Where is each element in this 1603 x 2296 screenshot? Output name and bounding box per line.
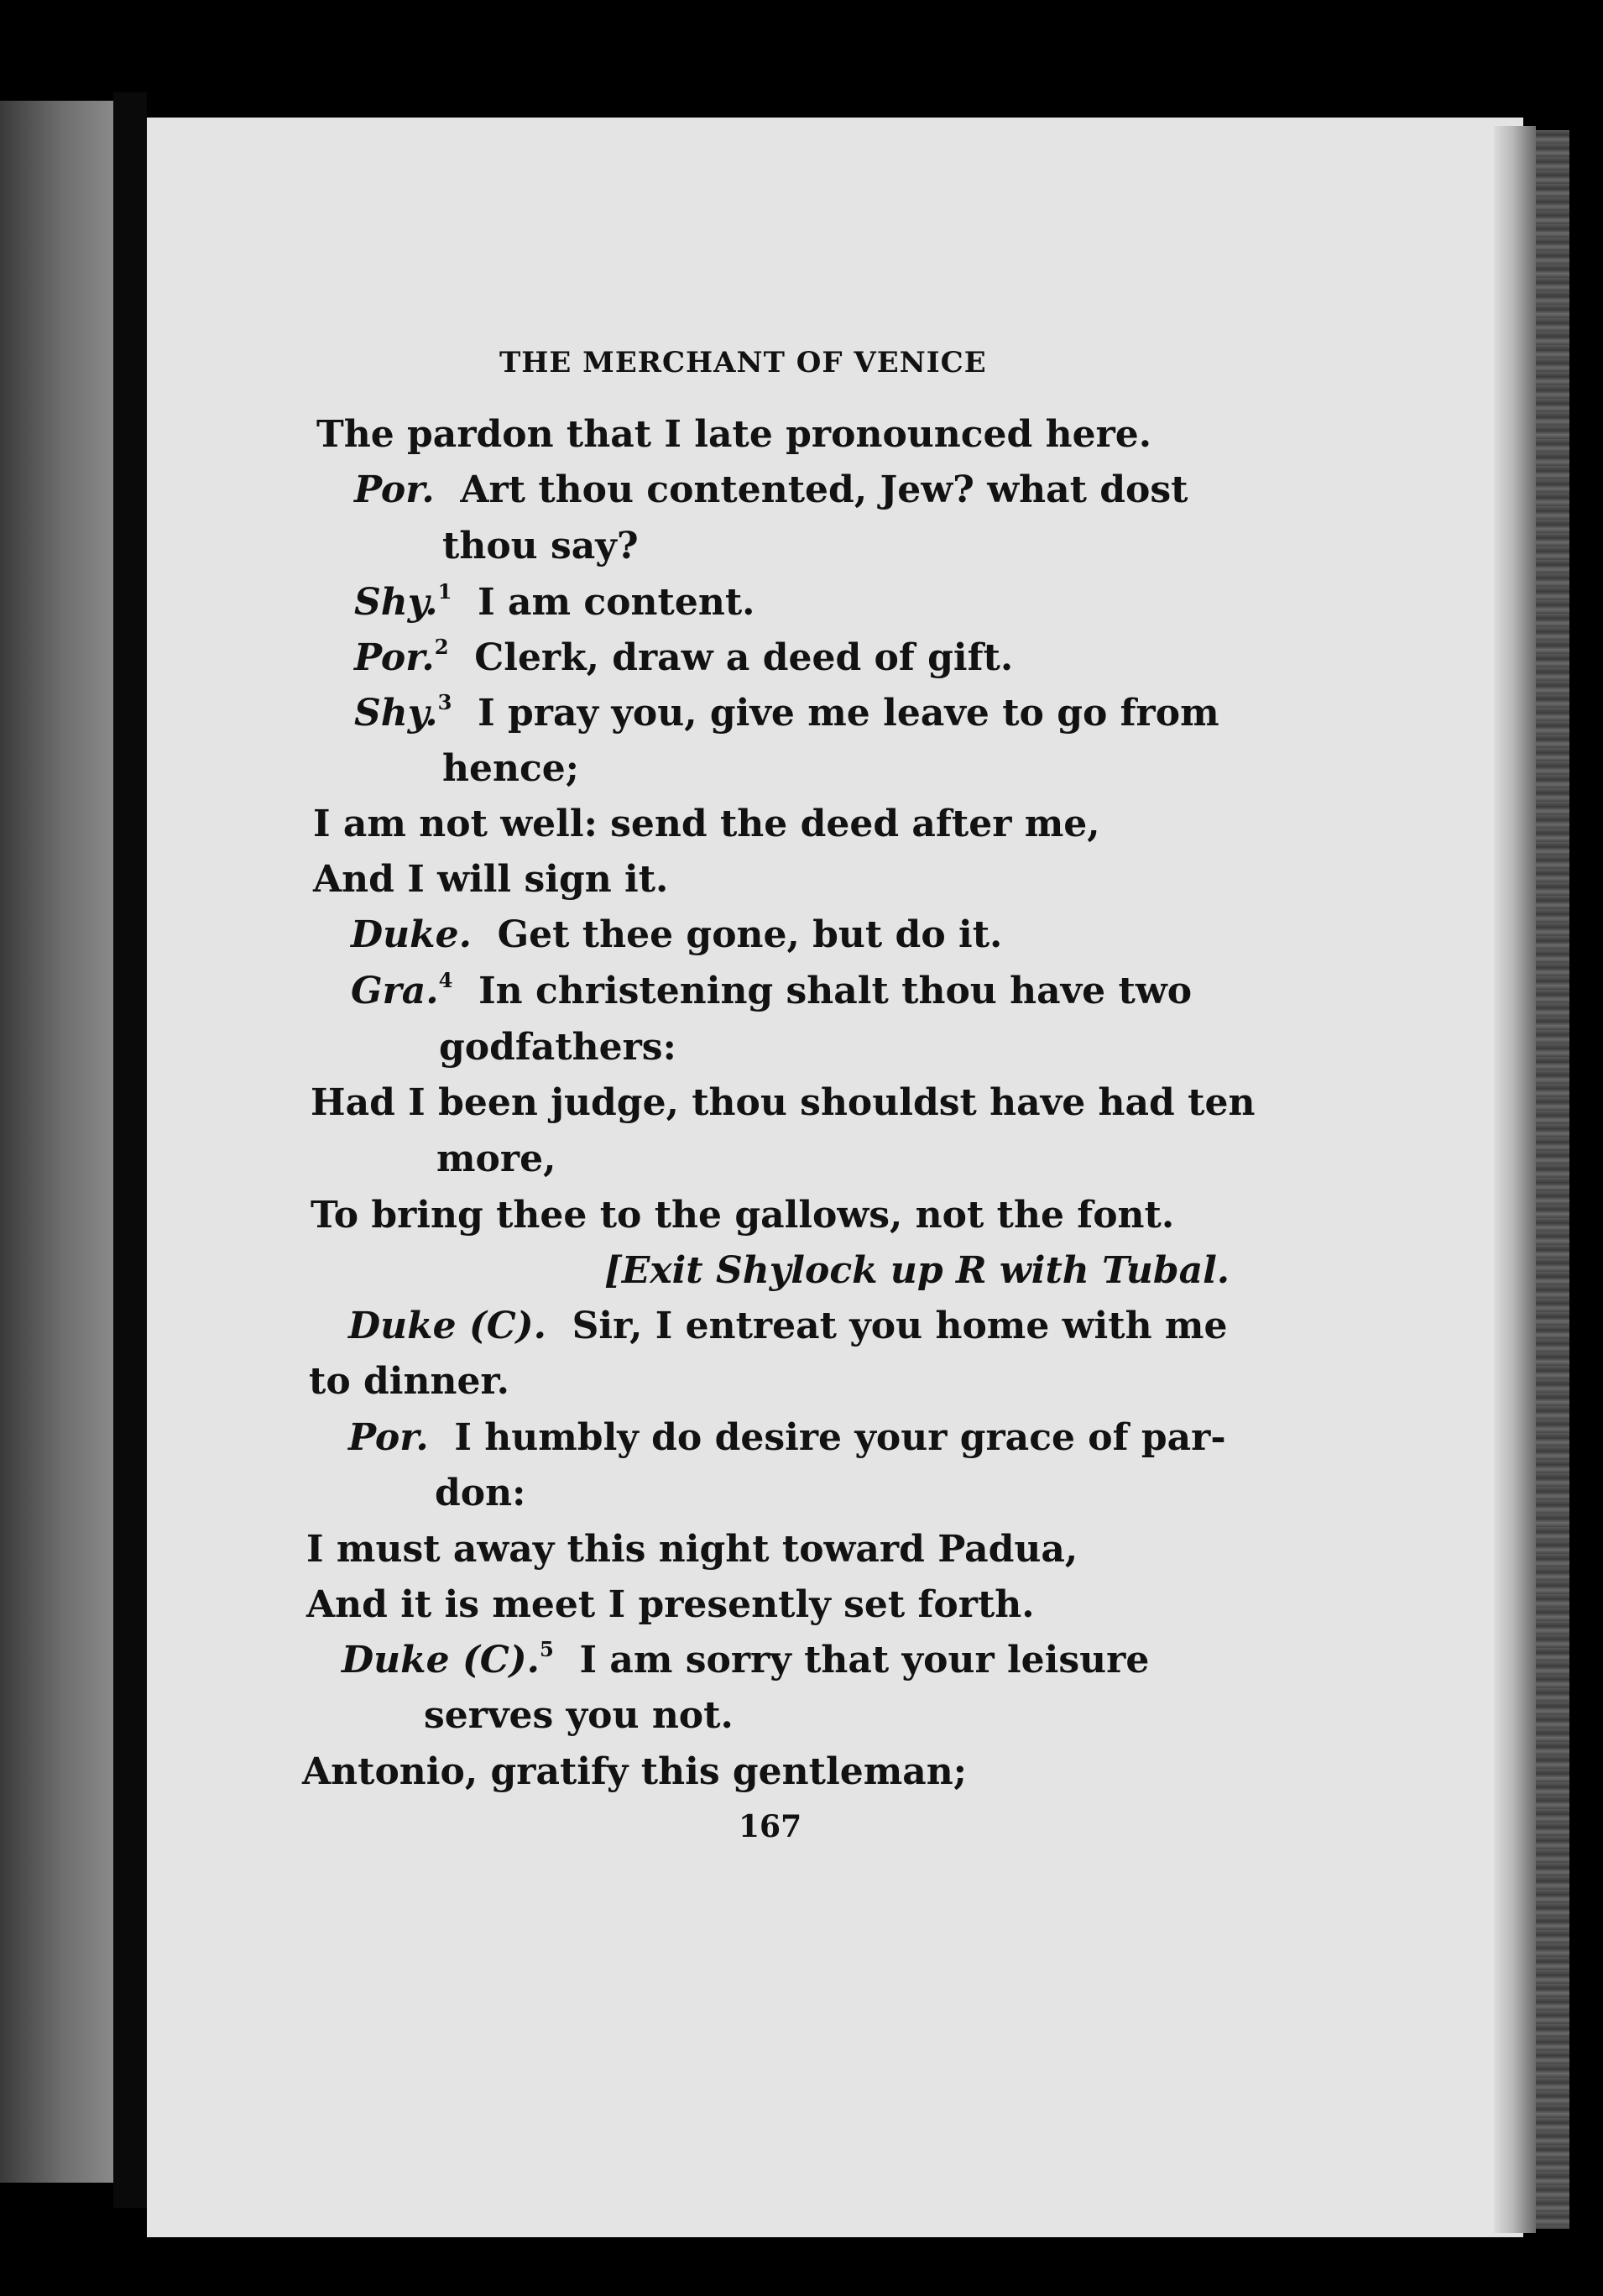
stage-position: (C). bbox=[462, 1639, 540, 1681]
page-stack-edge bbox=[1536, 130, 1569, 2229]
running-head: THE MERCHANT OF VENICE bbox=[499, 346, 987, 379]
book-page bbox=[147, 118, 1523, 2237]
text-line: Antonio, gratify this gentleman; bbox=[302, 1750, 967, 1793]
text-line: thou say? bbox=[442, 525, 639, 567]
speaker-name: Por. bbox=[354, 636, 435, 679]
speech-line: Por.$^2$ Clerk, draw a deed of gift. bbox=[354, 635, 1014, 679]
text-line: And I will sign it. bbox=[313, 858, 669, 901]
speaker-name: Duke bbox=[342, 1639, 450, 1681]
speech-line: Duke. Get thee gone, but do it. bbox=[351, 913, 1003, 956]
speaker-name: Gra. bbox=[351, 970, 439, 1012]
footnote-marker: 1 bbox=[437, 579, 452, 604]
footnote-marker: 5 bbox=[539, 1637, 554, 1661]
speech-line: Gra.$^4$ In christening shalt thou have two bbox=[351, 968, 1193, 1012]
text-line: I must away this night toward Padua, bbox=[306, 1528, 1078, 1571]
speaker-name: Duke. bbox=[351, 913, 472, 956]
text-line: And it is meet I presently set forth. bbox=[306, 1583, 1035, 1626]
page-curvature-shadow bbox=[1494, 126, 1536, 2233]
footnote-marker: 4 bbox=[438, 968, 453, 992]
speaker-name: Duke bbox=[348, 1305, 457, 1347]
speech-line: Shy.$^1$ I am content. bbox=[354, 579, 755, 624]
stage-position: (C). bbox=[468, 1305, 546, 1347]
text-line: serves you not. bbox=[424, 1694, 734, 1737]
text-line: The pardon that I late pronounced here. bbox=[316, 413, 1152, 456]
speaker-name: Shy. bbox=[354, 692, 438, 735]
page-number: 167 bbox=[739, 1809, 802, 1844]
text-line: godfathers: bbox=[439, 1026, 676, 1069]
book-gutter bbox=[113, 92, 147, 2208]
text-line: hence; bbox=[442, 747, 580, 790]
text-line: I am not well: send the deed after me, bbox=[313, 803, 1100, 845]
speech-line: Shy.$^3$ I pray you, give me leave to go from bbox=[354, 690, 1219, 735]
speech-line: Duke (C).$^5$ I am sorry that your leisure bbox=[342, 1637, 1150, 1681]
text-line: more, bbox=[436, 1138, 556, 1180]
footnote-marker: 3 bbox=[437, 690, 452, 714]
previous-page-edge bbox=[0, 101, 113, 2183]
speech-line: Duke (C). Sir, I entreat you home with me bbox=[348, 1305, 1228, 1347]
speaker-name: Shy. bbox=[354, 581, 438, 624]
text-line: Had I been judge, thou shouldst have had ten bbox=[311, 1081, 1256, 1124]
speech-line: Por. Art thou contented, Jew? what dost bbox=[354, 468, 1188, 511]
footnote-marker: 2 bbox=[434, 635, 449, 659]
text-line: to dinner. bbox=[309, 1360, 509, 1403]
text-line: don: bbox=[435, 1472, 526, 1514]
stage-direction: [Exit Shylock up R with Tubal. bbox=[604, 1249, 1230, 1292]
text-line: To bring thee to the gallows, not the font. bbox=[311, 1194, 1175, 1237]
speaker-name: Por. bbox=[348, 1416, 429, 1459]
speaker-name: Por. bbox=[354, 468, 435, 511]
speech-line: Por. I humbly do desire your grace of par- bbox=[348, 1416, 1226, 1459]
